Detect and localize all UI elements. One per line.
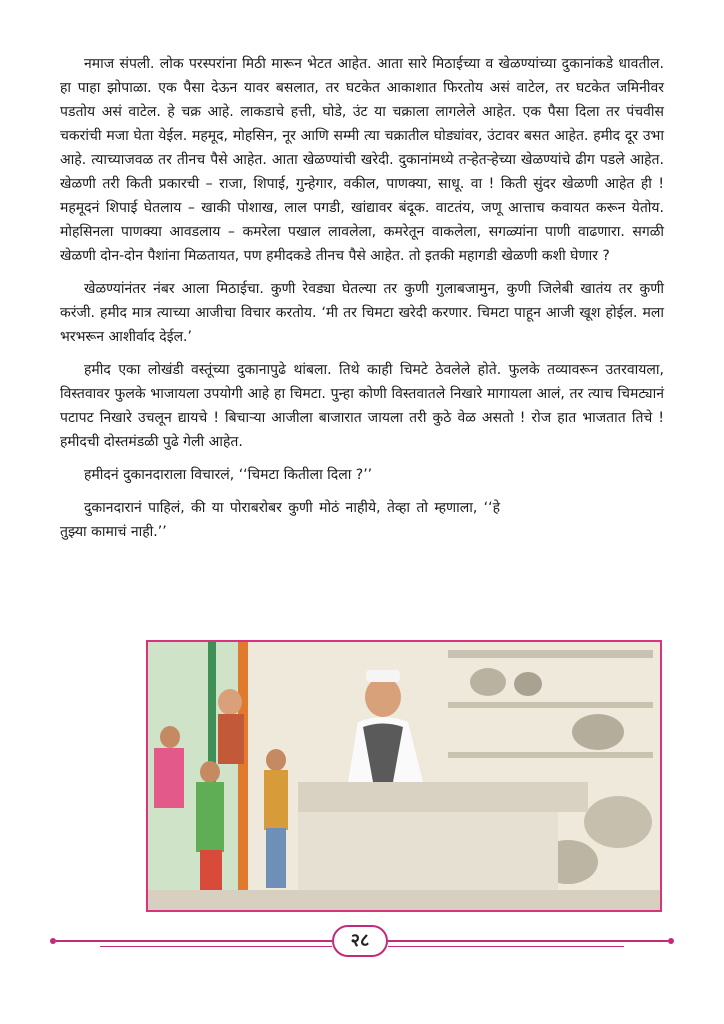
market-shop-illustration-icon bbox=[146, 640, 662, 912]
paragraph-5: दुकानदारानं पाहिलं, की या पोराबरोबर कुणी मोठं नाहीये, तेव्हा तो म्हणाला, ‘‘हे तुझ्या कामाचं नाही.’’ bbox=[60, 500, 500, 540]
footer-rule-right-thin bbox=[388, 946, 624, 947]
page-number: २८ bbox=[332, 925, 388, 957]
paragraph-2: खेळण्यांनंतर नंबर आला मिठाईचा. कुणी रेवड्या घेतल्या तर कुणी गुलाबजामुन, कुणी जिलेबी खातंय तर कुणी करंजी. हमीद मात्र त्याच्या आजीचा विचार करतोय. ‘मी तर चिमटा खरेदी करणार. चिमटा पाहून आजी खूश होईल. मला भरभरून आशीर्वाद देईल.’ bbox=[60, 281, 664, 345]
paragraph-4: हमीदनं दुकानदाराला विचारलं, ‘‘चिमटा कितीला दिला ?’’ bbox=[84, 467, 373, 483]
footer-rule-left-thin bbox=[100, 946, 332, 947]
page-footer bbox=[40, 925, 684, 965]
paragraph-1: नमाज संपली. लोक परस्परांना मिठी मारून भेटत आहेत. आता सारे मिठाईच्या व खेळण्यांच्या दुकानांकडे धावतील. हा पाहा झोपाळा. एक पैसा देऊन यावर बसलात, तर घटकेत आकाशात फिरतोय असं वाटेल, तर घटकेत जमिनीवर पडतोय असं वाटेल. हे चक्र आहे. लाकडाचे हत्ती, घोडे, उंट या चक्राला लागलेले आहेत. एक पैसा दिला तर पंचवीस चकरांची मजा घेता येईल. महमूद, मोहसिन, नूर आणि सम्मी त्या चक्रातील घोड्यांवर, उंटावर बसत आहेत. हमीद दूर उभा आहे. त्याच्याजवळ तर तीनच पैसे आहेत. आता खेळण्यांची खरेदी. दुकानांमध्ये तऱ्हेतऱ्हेच्या खेळण्यांचे ढीग पडले आहेत. खेळणी तरी किती प्रकारची – राजा, शिपाई, गुन्हेगार, वकील, पाणक्या, साधू. वा ! किती सुंदर खेळणी आहेत ही ! महमूदनं शिपाई घेतलाय – खाकी पोशाख, लाल पगडी, खांद्यावर बंदूक. वाटतंय, जणू आत्ताच कवायत करून येतोय. मोहसिनला पाणक्या आवडलाय – कमरेला पखाल लावलेला, कमरेतून वाकलेला, सगळ्यांना पाणी वाढणारा. सगळी खेळणी दोन-दोन पैशांना मिळतायत, पण हमीदकडे तीनच पैसे आहेत. तो इतकी महागडी खेळणी कशी घेणार ? bbox=[60, 56, 664, 264]
illustration-svg bbox=[148, 642, 660, 910]
paragraph-3: हमीद एका लोखंडी वस्तूंच्या दुकानापुढे थांबला. तिथे काही चिमटे ठेवलेले होते. फुलके तव्यावरून उतरवायला, विस्तवावर फुलके भाजायला उपयोगी आहे हा चिमटा. पुन्हा कोणी विस्तवातले निखारे मागायला आलं, तर त्याच चिमट्यानं पटापट निखारे उचलून द्यायचे ! बिचाऱ्या आजीला बाजारात जायला तरी कुठे वेळ असतो ! रोज हात भाजतात तिचे ! हमीदची दोस्तमंडळी पुढे गेली आहेत. bbox=[60, 362, 664, 450]
footer-rule-right bbox=[388, 940, 668, 942]
footer-rule-left bbox=[56, 940, 332, 942]
story-text bbox=[60, 52, 664, 553]
footer-dot-right bbox=[668, 938, 674, 944]
